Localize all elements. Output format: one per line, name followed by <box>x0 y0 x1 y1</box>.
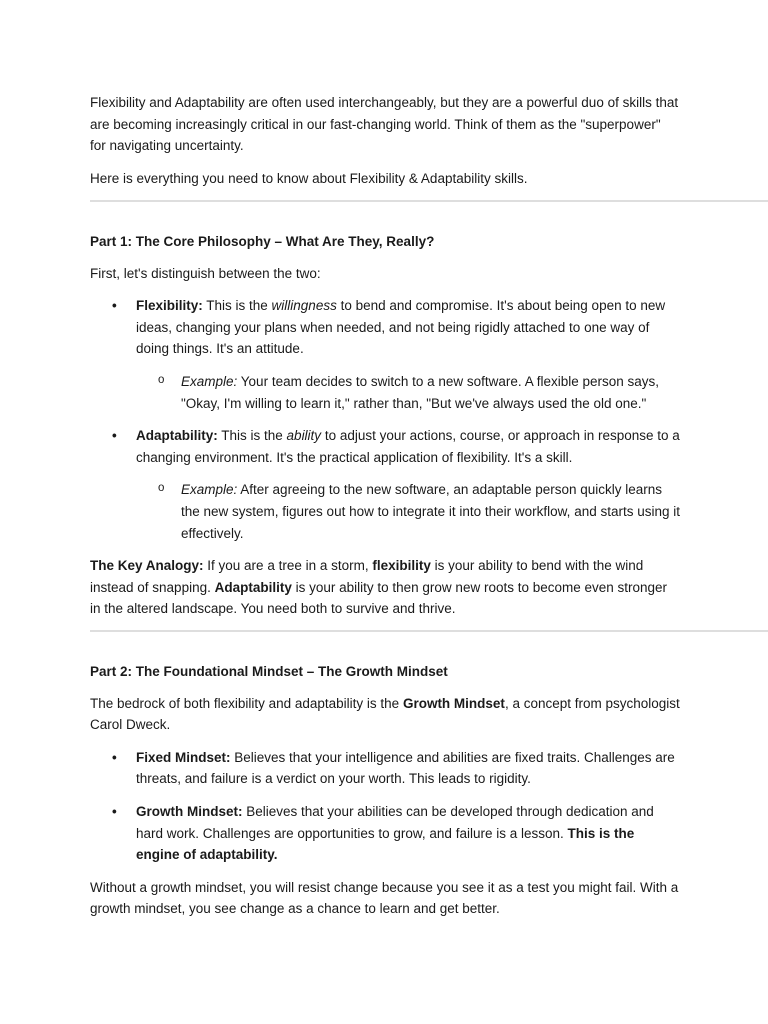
analogy-text: If you are a tree in a storm, <box>203 558 373 574</box>
example-text: After agreeing to the new software, an adaptable person quickly learns the new system, figures out how to integrate it into their workflow, and starts using it effectively. <box>181 482 680 541</box>
example-item <box>136 371 680 414</box>
part1-section <box>90 231 680 631</box>
section-divider <box>90 630 768 632</box>
emphasis-text: ability <box>286 428 322 444</box>
analogy-bold: Adaptability <box>214 579 292 595</box>
example-text: Your team decides to switch to a new software. A flexible person says, "Okay, I'm willing to learn it," rather than, "But we've always used the old one." <box>181 373 660 411</box>
list-item-growth-mindset <box>90 801 680 866</box>
analogy-text: is your ability to bend with the wind instead of snapping. <box>90 558 644 595</box>
example-label: Example: <box>181 482 238 498</box>
analogy-bold: flexibility <box>372 558 431 574</box>
mindset-list <box>90 747 680 866</box>
part2-lead <box>90 693 680 736</box>
part2-section <box>90 661 680 931</box>
definition-text: Believes that your intelligence and abilities are fixed traits. Challenges are threats, and failure is a verdict on your worth. This leads to rigidity. <box>136 749 675 787</box>
example-list <box>136 371 680 414</box>
term-adaptability: Adaptability: <box>136 428 218 444</box>
section-divider <box>90 200 768 202</box>
closing-paragraph: Without a growth mindset, you will resist change because you see it as a test you might fail. With a growth mindset, you see change as a chance to learn and get better. <box>90 879 679 917</box>
example-list <box>136 479 680 544</box>
analogy-text: is your ability to then grow new roots to become even stronger in the altered landscape. You need both to survive and thrive. <box>90 579 668 617</box>
example-label: Example: <box>181 373 238 389</box>
intro-summary: Here is everything you need to know about Flexibility & Adaptability skills. <box>90 170 528 186</box>
part1-lead: First, let's distinguish between the two: <box>90 265 321 281</box>
definition-text: This is the <box>217 428 287 444</box>
intro-section <box>90 92 680 200</box>
definition-text: to adjust your actions, course, or approach in response to a changing environment. It's the practical application of flexibility. It's a skill. <box>136 428 680 465</box>
definition-list <box>90 295 680 544</box>
lead-bold: Growth Mindset <box>402 695 505 711</box>
part2-heading: Part 2: The Foundational Mindset – The Growth Mindset <box>90 664 448 679</box>
lead-text: The bedrock of both flexibility and adaptability is the <box>90 695 403 711</box>
emphasis-bold: This is the engine of adaptability. <box>136 825 635 863</box>
list-item-adaptability <box>90 425 680 544</box>
part1-heading: Part 1: The Core Philosophy – What Are They, Really? <box>90 234 435 249</box>
definition-text: to bend and compromise. It's about being open to new ideas, changing your plans when needed, and not being rigidly attached to one way of doing things. It's an attitude. <box>136 298 666 357</box>
analogy-label: The Key Analogy: <box>90 558 204 574</box>
list-item-fixed-mindset <box>90 747 680 790</box>
example-item <box>136 479 680 544</box>
term-growth-mindset: Growth Mindset: <box>136 803 243 819</box>
emphasis-text: willingness <box>271 298 337 314</box>
definition-text: This is the <box>202 298 272 314</box>
list-item-flexibility <box>90 295 680 414</box>
term-flexibility: Flexibility: <box>136 298 203 314</box>
term-fixed-mindset: Fixed Mindset: <box>136 749 231 765</box>
definition-text: Believes that your abilities can be developed through dedication and hard work. Challenges are opportunities to grow, and failure is a lesson. <box>136 803 654 841</box>
intro-paragraph: Flexibility and Adaptability are often used interchangeably, but they are a powerful duo of skills that are becoming increasingly critical in our fast-changing world. Think of them as the "superpower" for navigating uncertainty. <box>90 95 679 154</box>
lead-text: , a concept from psychologist Carol Dweck. <box>90 695 680 733</box>
key-analogy-paragraph <box>90 555 680 620</box>
